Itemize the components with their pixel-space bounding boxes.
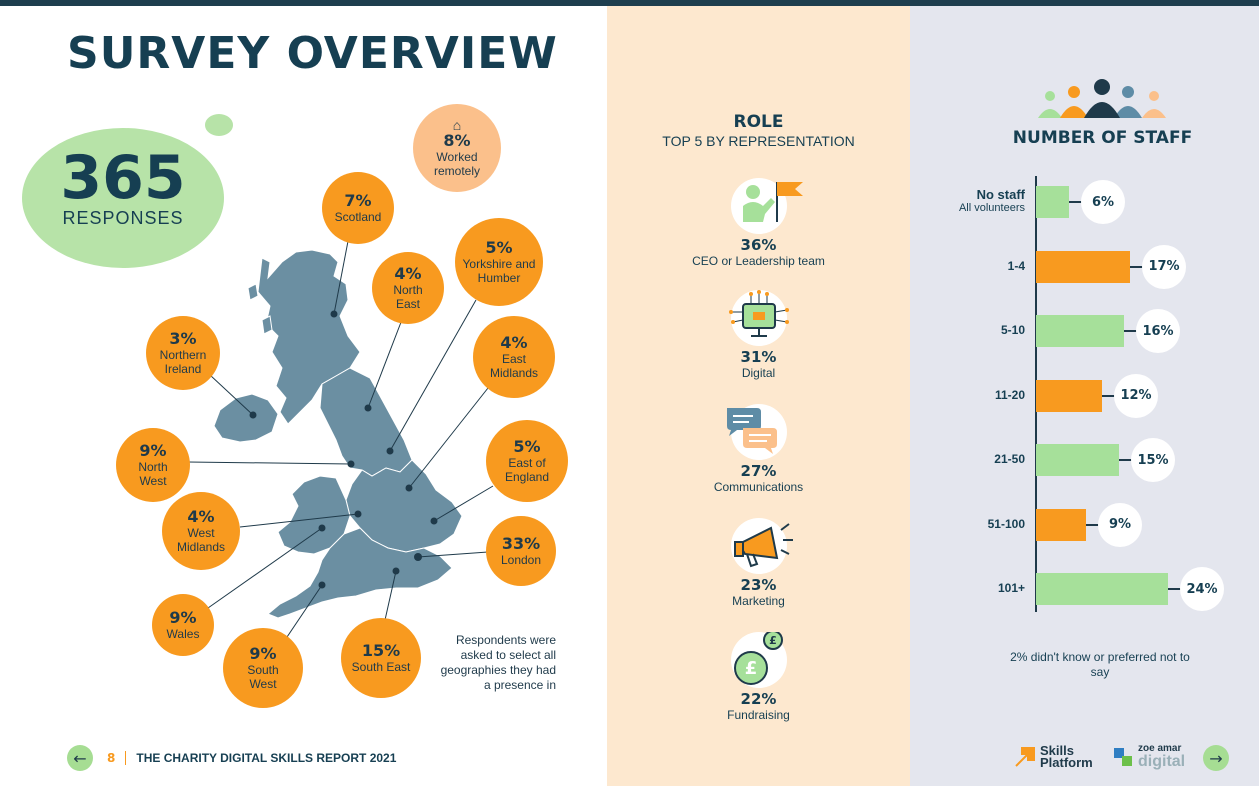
role-subheading: TOP 5 BY REPRESENTATION (662, 133, 855, 149)
bar (1036, 573, 1168, 605)
region-label: Northern Ireland (159, 348, 207, 376)
zoe-amar-logo (1112, 744, 1185, 770)
region-label: North East (393, 283, 423, 311)
bar-value-label: 24% (1180, 567, 1224, 611)
region-pct: 15% (361, 641, 401, 660)
region-pct: 5% (513, 437, 541, 456)
region-pct: 8% (443, 131, 471, 150)
role-item (657, 632, 860, 722)
zoe-amar-text: zoe amar (1138, 743, 1182, 754)
region-label: West Midlands (176, 526, 226, 554)
region-label: Worked remotely (433, 150, 480, 178)
svg-text:£: £ (744, 658, 757, 679)
region-bubble-east-midlands (473, 316, 555, 398)
leader-flag-icon (731, 178, 787, 234)
region-bubble-north-west (116, 428, 190, 502)
region-pct: 9% (169, 608, 197, 627)
region-label: North West (138, 460, 168, 488)
role-label: Fundraising (727, 708, 790, 722)
megaphone-icon (731, 518, 787, 574)
region-label: Yorkshire and Humber (462, 257, 536, 285)
region-bubble-east-of-england (486, 420, 568, 502)
page-number: 8 (107, 751, 126, 765)
region-pct: 5% (485, 238, 513, 257)
bar-value-label: 17% (1142, 245, 1186, 289)
bar-value-label: 15% (1131, 438, 1175, 482)
role-heading: ROLE (733, 112, 784, 132)
skills-platform-arrow-icon (1014, 746, 1036, 768)
report-title: THE CHARITY DIGITAL SKILLS REPORT 2021 (136, 751, 397, 765)
region-bubble-west-midlands (162, 492, 240, 570)
region-label: Wales (166, 627, 200, 641)
region-label: South West (247, 663, 279, 691)
bar (1036, 315, 1124, 347)
role-label: Marketing (732, 594, 785, 608)
bar (1036, 444, 1119, 476)
region-label: South East (351, 660, 411, 674)
bar-value-label: 16% (1136, 309, 1180, 353)
bar (1036, 509, 1086, 541)
region-bubble-scotland (322, 172, 394, 244)
region-label: Scotland (334, 210, 382, 224)
role-label: Digital (741, 366, 776, 380)
monitor-circuit-icon (731, 290, 787, 346)
region-bubble-london (486, 516, 556, 586)
staff-note: 2% didn't know or preferred not to say (1010, 650, 1190, 679)
role-pct: 23% (740, 576, 777, 594)
skills-platform-logo (1014, 745, 1102, 769)
role-item (657, 404, 860, 494)
svg-text:£: £ (768, 634, 777, 647)
region-bubble-northern-ireland (146, 316, 220, 390)
region-bubble-south-west (223, 628, 303, 708)
region-label: London (500, 553, 542, 567)
bar (1036, 186, 1069, 218)
role-pct: 31% (740, 348, 777, 366)
regions-note: Respondents were asked to select all geographies they had a presence in (440, 633, 556, 692)
pound-coins-icon (731, 632, 787, 688)
arrow-right-icon[interactable]: → (1203, 745, 1229, 771)
bar-category-label: 11-20 (994, 387, 1025, 402)
region-pct: 4% (500, 333, 528, 352)
responses-count: 365 (60, 143, 186, 213)
house-icon: ⌂ (452, 117, 462, 133)
bar-category-label: No staff All volunteers (958, 187, 1025, 214)
region-bubble-north-east (372, 252, 444, 324)
role-item (657, 518, 860, 608)
bar-value-label: 9% (1098, 503, 1142, 547)
staff-heading: NUMBER OF STAFF (1012, 128, 1193, 148)
role-pct: 27% (740, 462, 777, 480)
region-pct: 9% (139, 441, 167, 460)
bar-value-label: 12% (1114, 374, 1158, 418)
bar-category-label: 5-10 (1000, 323, 1025, 337)
region-bubble-south-east (341, 618, 421, 698)
zoe-amar-mark-icon (1112, 746, 1134, 768)
region-bubble-wales (152, 594, 214, 656)
bar (1036, 380, 1102, 412)
region-pct: 3% (169, 329, 197, 348)
region-bubble-remote (413, 104, 501, 192)
region-pct: 9% (249, 644, 277, 663)
arrow-left-icon[interactable]: ← (67, 745, 93, 771)
role-label: CEO or Leadership team (692, 254, 825, 268)
footer (67, 745, 396, 771)
role-item (657, 178, 860, 268)
bar-category-label: 21-50 (994, 452, 1025, 466)
responses-label: RESPONSES (62, 208, 184, 228)
bar (1036, 251, 1130, 283)
region-pct: 33% (501, 534, 541, 553)
region-label: East of England (504, 456, 550, 484)
region-label: East Midlands (489, 352, 539, 380)
region-bubble-yorkshire (455, 218, 543, 306)
region-pct: 7% (344, 191, 372, 210)
role-pct: 36% (740, 236, 777, 254)
speech-bubbles-icon (731, 404, 787, 460)
bar-category-label: 1-4 (1007, 258, 1025, 273)
region-pct: 4% (394, 264, 422, 283)
bar-category-label: 51-100 (987, 516, 1025, 531)
region-pct: 4% (187, 507, 215, 526)
role-item (657, 290, 860, 380)
page-title: SURVEY OVERVIEW (67, 28, 558, 79)
bar-category-label: 101+ (997, 581, 1025, 595)
zoe-amar-digital-text: digital (1138, 753, 1186, 770)
role-label: Communications (713, 480, 804, 494)
skills-platform-text: Skills Platform (1040, 743, 1093, 770)
bar-value-label: 6% (1081, 180, 1125, 224)
role-pct: 22% (740, 690, 777, 708)
people-group-icon (1034, 78, 1170, 120)
